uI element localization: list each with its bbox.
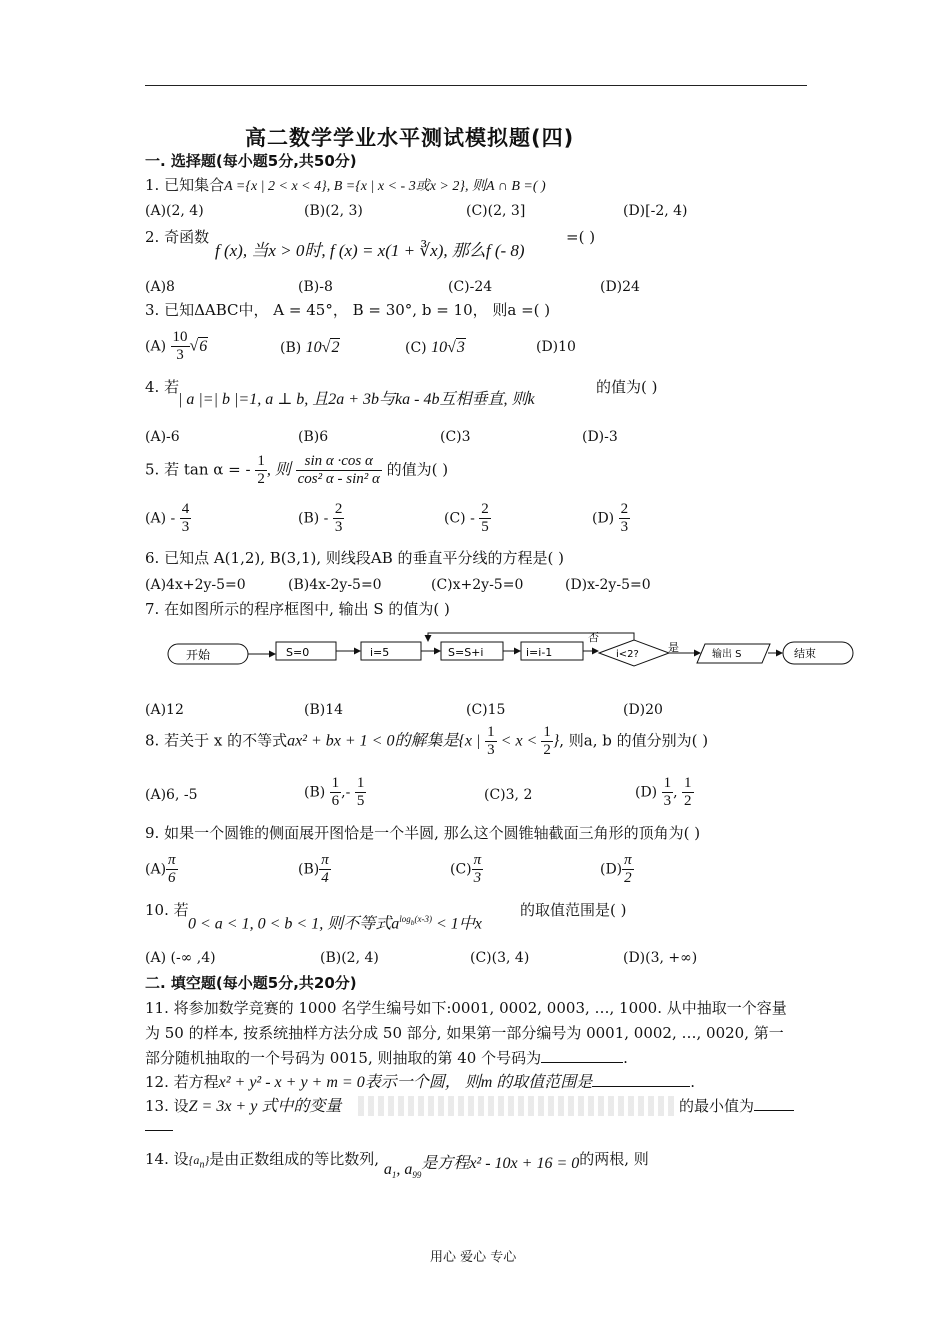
question-13-blank-cont: [145, 1130, 173, 1131]
q4-option-d: (D)-3: [582, 429, 618, 445]
question-4-math: | a |=| b |=1, a ⊥ b, 且2a + 3b与ka - 4b互相垂直, 则k: [178, 391, 535, 408]
q7-option-b: (B)14: [304, 702, 344, 718]
question-10-label: 10. 若: [145, 901, 189, 919]
q10-option-b: (B)(2, 4): [320, 950, 379, 966]
section-fill-heading: 二. 填空题(每小题5分,共20分): [145, 974, 357, 992]
q10-option-c: (C)(3, 4): [470, 950, 530, 966]
flow-sum-label: S=S+i: [448, 646, 484, 659]
q3-option-b: (B) 10√2: [280, 339, 340, 356]
question-2-math: f (x), 当x > 0时, f (x) = x(1 + ∛x), 那么f (- 8): [215, 241, 525, 260]
question-8: 8. 若关于 x 的不等式ax² + bx + 1 < 0的解集是{x | $\frac{1}{3}$ < x < $\frac{1}{2}$ }, 则a, b 的值分别为( ): [145, 724, 709, 758]
q1-option-b: (B)(2, 3): [304, 203, 363, 219]
question-11-line-1: 11. 将参加数学竞赛的 1000 名学生编号如下:0001, 0002, 0003, …, 1000. 从中抽取一个容量: [145, 999, 787, 1017]
question-13-tail: 的最小值为: [679, 1099, 794, 1114]
q6-option-b: (B)4x-2y-5=0: [288, 577, 382, 593]
question-2-label: 2. 奇函数: [145, 228, 210, 246]
q10-option-d: (D)(3, +∞): [623, 950, 698, 966]
flow-start-label: 开始: [186, 648, 211, 662]
footer-motto: 用心 爱心 专心: [430, 1250, 517, 1265]
q8-option-d: (D) $\frac{1}{3}$ , $\frac{1}{2}$: [635, 775, 692, 809]
flow-condition-label: i<2?: [616, 649, 639, 660]
q4-option-a: (A)-6: [145, 429, 180, 445]
q4-option-b: (B)6: [298, 429, 329, 445]
q10-option-a: (A) (-∞ ,4): [145, 950, 216, 966]
q9-option-d: (D) $\frac{\pi}{2}$: [600, 852, 632, 886]
question-7: 7. 在如图所示的程序框图中, 输出 S 的值为( ): [145, 600, 450, 618]
question-9: 9. 如果一个圆锥的侧面展开图恰是一个半圆, 那么这个圆锥轴截面三角形的顶角为( ): [145, 824, 701, 842]
flow-yes-label: 是: [668, 641, 679, 654]
constraint-image-placeholder: [358, 1096, 676, 1116]
top-rule: [145, 85, 807, 86]
q7-option-a: (A)12: [145, 702, 184, 718]
q4-option-c: (C)3: [440, 429, 471, 445]
q5-option-d: (D) $\frac{2}{3}$: [592, 501, 629, 535]
question-11-line-2: 为 50 的样本, 按系统抽样方法分成 50 部分, 如果第一部分编号为 0001, 0002, …, 0020, 第一: [145, 1024, 784, 1042]
question-3: 3. 已知ΔABC中， A = 45°， B = 30°, b = 10， 则a =( ): [145, 301, 551, 319]
question-6: 6. 已知点 A(1,2), B(3,1), 则线段AB 的垂直平分线的方程是( ): [145, 549, 564, 567]
question-10-tail: 的取值范围是( ): [520, 901, 627, 919]
q5-option-a: (A) - $\frac{4}{3}$: [145, 501, 190, 535]
q8-option-c: (C)3, 2: [484, 787, 533, 803]
q9-option-a: (A) $\frac{\pi}{6}$: [145, 852, 176, 886]
q9-option-c: (C) $\frac{\pi}{3}$: [450, 852, 482, 886]
question-2-tail: =( ): [566, 228, 596, 246]
flow-s0-label: S=0: [286, 646, 310, 659]
question-12: 12. 若方程x² + y² - x + y + m = 0表示一个圆， 则m 的取值范围是 .: [145, 1073, 696, 1091]
q6-option-a: (A)4x+2y-5=0: [145, 577, 246, 593]
q2-option-b: (B)-8: [298, 279, 333, 295]
question-11-line-3: 部分随机抽取的一个号码为 0015, 则抽取的第 40 个号码为 .: [145, 1049, 628, 1067]
flowchart: [160, 630, 860, 675]
question-1: 1. 已知集合A ={x | 2 < x < 4}, B ={x | x < - 3或x > 2}, 则A ∩ B =( ): [145, 176, 546, 194]
question-4-label: 4. 若: [145, 378, 180, 396]
section-choice-heading: 一. 选择题(每小题5分,共50分): [145, 152, 357, 170]
question-10-math: 0 < a < 1, 0 < b < 1, 则不等式$a^{log_b(x-3)} < 1$中x: [188, 914, 482, 933]
q7-option-c: (C)15: [466, 702, 506, 718]
question-5: 5. 若 tan α = - $\frac{1}{2}$ , 则 $\frac{\text{sin α ·cos α}}{\text{cos² α - sin² α}}$ 的值为( ): [145, 453, 449, 487]
q6-option-d: (D)x-2y-5=0: [565, 577, 651, 593]
q2-option-a: (A)8: [145, 279, 175, 295]
q2-option-c: (C)-24: [448, 279, 493, 295]
question-4-tail: 的值为( ): [596, 378, 658, 396]
question-14: 14. 设$\{a_n\}$是由正数组成的等比数列, $a_1$, $a_{99}$是方程x² - 10x + 16 = 0的两根, 则: [145, 1150, 649, 1181]
q5-option-b: (B) - $\frac{2}{3}$: [298, 501, 343, 535]
q8-option-a: (A)6, -5: [145, 787, 198, 803]
q8-option-b: (B) $\frac{1}{6}$ ,- $\frac{1}{5}$: [304, 775, 365, 809]
q7-option-d: (D)20: [623, 702, 663, 718]
q3-option-c: (C) 10√3: [405, 339, 465, 356]
flow-end-label: 结束: [794, 647, 816, 660]
flow-dec-label: i=i-1: [526, 646, 553, 659]
q5-option-c: (C) - $\frac{2}{5}$: [444, 501, 489, 535]
q2-option-d: (D)24: [600, 279, 640, 295]
q1-option-c: (C)(2, 3]: [466, 203, 526, 219]
flow-i5-label: i=5: [370, 646, 390, 659]
question-13: 13. 设Z = 3x + y 式中的变量: [145, 1097, 342, 1115]
q3-option-a: (A) $\frac{10}{3}$ √6: [145, 329, 208, 363]
q3-option-d: (D)10: [536, 339, 576, 355]
q9-option-b: (B) $\frac{\pi}{4}$: [298, 852, 329, 886]
flow-output-label: 输出 S: [712, 649, 742, 660]
page-title: 高二数学学业水平测试模拟题(四): [245, 126, 575, 150]
q1-option-d: (D)[-2, 4): [623, 203, 688, 219]
q1-option-a: (A)(2, 4): [145, 203, 204, 219]
flow-no-label: 否: [588, 631, 599, 644]
q6-option-c: (C)x+2y-5=0: [431, 577, 524, 593]
